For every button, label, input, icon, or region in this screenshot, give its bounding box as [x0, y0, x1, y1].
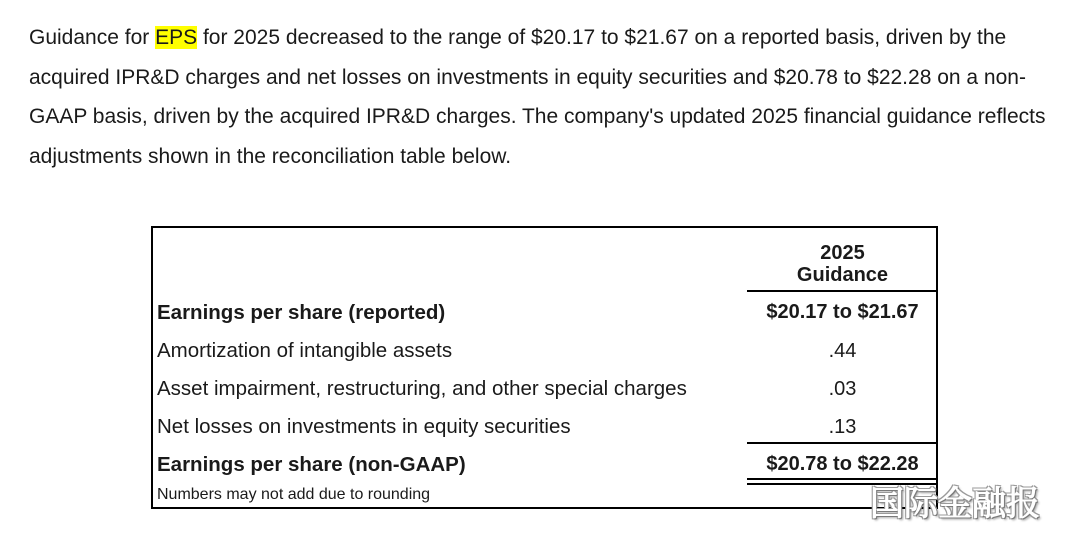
row-label-amortization: Amortization of intangible assets: [157, 339, 453, 362]
row-label-asset-impairment: Asset impairment, restructuring, and other special charges: [157, 377, 687, 400]
row-label-net-losses: Net losses on investments in equity securities: [157, 415, 571, 438]
row-label-eps-reported: Earnings per share (reported): [157, 301, 446, 324]
column-header: [747, 242, 938, 286]
row-value-asset-impairment: .03: [828, 378, 857, 400]
total-rule: [747, 442, 938, 444]
table-footnote: Numbers may not add due to rounding: [157, 486, 431, 503]
guidance-paragraph: [29, 18, 1069, 176]
row-value-net-losses: .13: [828, 416, 857, 438]
row-value-eps-non-gaap: $20.78 to $22.28: [766, 453, 919, 475]
paragraph-text-before: Guidance for: [29, 26, 156, 49]
paragraph-text-after: for 2025 decreased to the range of $20.17 to $21.67 on a reported basis, driven by the acquired IPR&D charges and net losses on investments in equity securities and $20.78 to $22.28 on a non-GAAP basis, driven by the acquired IPR&D charges. The company's updated 2025 financial guidance reflects adjustments shown in the reconciliation table below.: [29, 26, 1046, 168]
watermark-logo: 国际金融报: [870, 484, 1040, 524]
header-rule: [747, 290, 938, 292]
row-value-amortization: .44: [828, 340, 857, 362]
row-label-eps-non-gaap: Earnings per share (non-GAAP): [157, 453, 466, 476]
row-value-eps-reported: $20.17 to $21.67: [766, 301, 919, 323]
column-header-label: Guidance: [796, 264, 889, 286]
column-header-year: 2025: [820, 242, 865, 264]
highlighted-eps: EPS: [155, 26, 198, 49]
